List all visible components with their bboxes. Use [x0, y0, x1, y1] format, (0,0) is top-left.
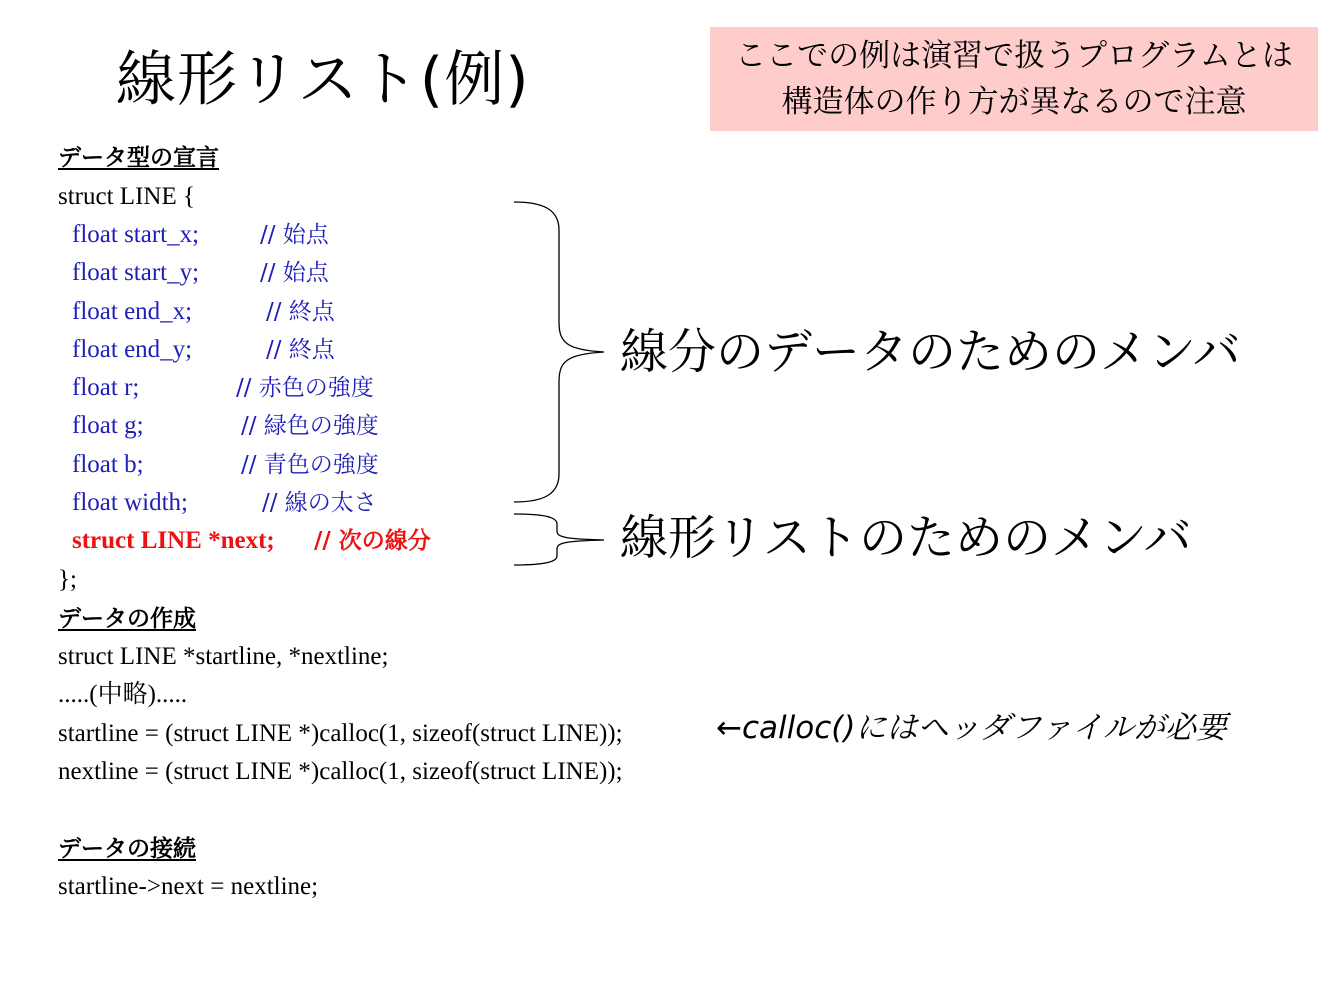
member-comment-text: // 線の太さ: [262, 490, 377, 516]
struct-open-line: struct LINE {: [58, 183, 195, 210]
list-member-label: 線形リストのためのメンバ: [620, 510, 1192, 566]
member-comment-text: // 青色の強度: [241, 452, 379, 478]
data-members-brace: [514, 202, 604, 502]
member-comment-text: // 始点: [260, 260, 329, 286]
struct-close-line: };: [58, 566, 77, 593]
code-line: startline = (struct LINE *)calloc(1, sizeof(struct LINE));: [58, 720, 623, 747]
creation-heading: データの作成: [58, 606, 196, 632]
connection-heading: データの接続: [58, 836, 196, 862]
member-comment-text: // 赤色の強度: [236, 375, 374, 401]
member-code-line: float end_y;: [72, 336, 193, 363]
list-member-brace: [514, 514, 604, 565]
data-members-label: 線分のデータのためのメンバ: [620, 324, 1241, 380]
member-code-line: float g;: [72, 412, 144, 439]
member-code-line: float width;: [72, 489, 188, 516]
code-line: .....(中略).....: [58, 681, 188, 708]
member-comment-text: // 始点: [260, 222, 329, 248]
caution-note-line-2: 構造体の作り方が異なるので注意: [781, 84, 1247, 120]
header-file-note: ←calloc()にはヘッダファイルが必要: [716, 710, 1227, 746]
member-code-line: float start_x;: [72, 221, 200, 248]
code-line: startline->next = nextline;: [58, 873, 319, 900]
next-member-code: struct LINE *next;: [72, 527, 275, 554]
member-code-line: float r;: [72, 374, 140, 401]
code-line: struct LINE *startline, *nextline;: [58, 643, 389, 670]
member-code-line: float b;: [72, 451, 144, 478]
member-code-line: float start_y;: [72, 259, 200, 286]
member-comment-text: // 緑色の強度: [241, 413, 379, 439]
member-comment-text: // 終点: [266, 299, 335, 325]
declaration-heading: データ型の宣言: [58, 145, 219, 171]
code-line: nextline = (struct LINE *)calloc(1, sizeof(struct LINE));: [58, 758, 623, 785]
member-comment-text: // 終点: [266, 337, 335, 363]
member-code-line: float end_x;: [72, 298, 193, 325]
slide-title: 線形リスト(例): [116, 45, 530, 115]
caution-note-line-1: ここでの例は演習で扱うプログラムとは: [735, 38, 1293, 74]
next-member-comment-text: // 次の線分: [314, 528, 431, 554]
